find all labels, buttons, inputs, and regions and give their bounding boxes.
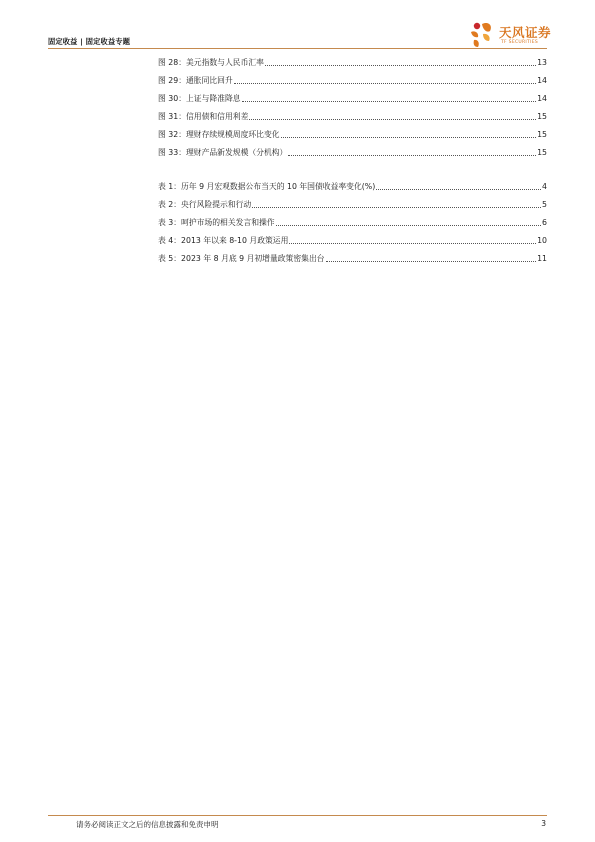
toc-leader-dots [281, 137, 537, 138]
toc-leader-dots [326, 261, 537, 262]
toc-entry[interactable] [158, 92, 547, 104]
toc-leader-dots [289, 243, 536, 244]
toc-entry-page: 14 [537, 94, 547, 103]
footer-disclaimer: 请务必阅读正文之后的信息披露和免责申明 [76, 820, 219, 829]
toc-entry-label: 表 2：央行风险提示和行动 [158, 200, 252, 209]
toc-leader-dots [265, 65, 536, 66]
toc-entry[interactable] [158, 110, 547, 122]
toc-entry-page: 11 [537, 254, 547, 263]
toc-leader-dots [234, 83, 536, 84]
toc-entry[interactable] [158, 252, 547, 264]
toc-entry-label: 表 3：呵护市场的相关发言和操作 [158, 218, 275, 227]
toc-entry-page: 10 [537, 236, 547, 245]
footer-divider [48, 815, 547, 816]
toc-entry[interactable] [158, 146, 547, 158]
toc-leader-dots [242, 101, 537, 102]
logo-name-en: TF SECURITIES [501, 40, 539, 45]
toc-entry-page: 5 [542, 200, 547, 209]
page-number: 3 [541, 819, 546, 828]
toc-entry-label: 图 30：上证与降准降息 [158, 94, 241, 103]
toc-entry-label: 表 4：2013 年以来 8-10 月政策运用 [158, 236, 289, 245]
toc-entry[interactable] [158, 180, 547, 192]
toc-entry-label: 图 32：理财存续规模周度环比变化 [158, 130, 280, 139]
toc-entry[interactable] [158, 198, 547, 210]
toc-entry-label: 图 33：理财产品新发规模（分机构） [158, 148, 288, 157]
toc-entry-page: 15 [537, 112, 547, 121]
toc-entry-page: 14 [537, 76, 547, 85]
toc-leader-dots [276, 225, 541, 226]
toc-entry[interactable] [158, 234, 547, 246]
toc-entry-label: 表 5：2023 年 8 月底 9 月初增量政策密集出台 [158, 254, 325, 263]
toc-entry-page: 6 [542, 218, 547, 227]
toc-entry[interactable] [158, 74, 547, 86]
toc-entry-page: 13 [537, 58, 547, 67]
toc-entry[interactable] [158, 216, 547, 228]
toc-entry-label: 图 28：美元指数与人民币汇率 [158, 58, 264, 67]
toc-leader-dots [252, 207, 541, 208]
toc-entry-label: 表 1：历年 9 月宏观数据公布当天的 10 年国债收益率变化(%) [158, 182, 376, 191]
toc-entry-page: 15 [537, 148, 547, 157]
company-logo [468, 21, 558, 49]
toc-leader-dots [249, 119, 536, 120]
toc-leader-dots [376, 189, 541, 190]
logo-petals-icon [468, 21, 498, 49]
toc-entry-label: 图 31：信用债和信用利差 [158, 112, 249, 121]
toc-entry-label: 图 29：通胀同比回升 [158, 76, 233, 85]
toc-leader-dots [288, 155, 536, 156]
toc-entry[interactable] [158, 56, 547, 68]
toc-entry-page: 4 [542, 182, 547, 191]
toc-entry[interactable] [158, 128, 547, 140]
logo-name-cn: 天风证券 [499, 25, 552, 40]
header-divider [48, 48, 547, 49]
header-section-title: 固定收益 | 固定收益专题 [48, 37, 131, 46]
toc-entry-page: 15 [537, 130, 547, 139]
